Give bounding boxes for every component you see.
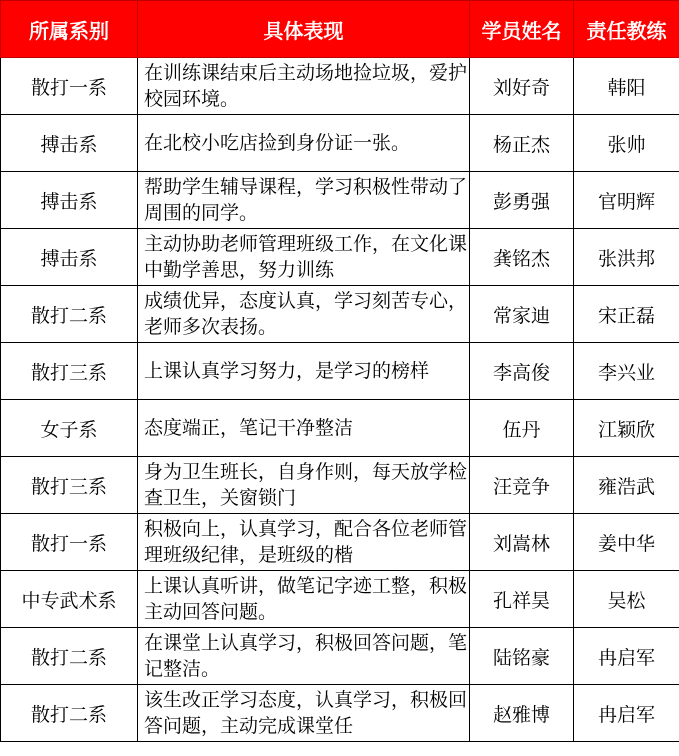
performance-text: 主动协助老师管理班级工作，在文化课中勤学善思，努力训练 xyxy=(144,233,468,281)
performance-text: 上课认真听讲，做笔记字迹工整，积极主动回答问题。 xyxy=(144,575,468,623)
coach-cell: 吴松 xyxy=(574,571,679,628)
student-cell: 陆铭豪 xyxy=(470,628,574,685)
student-cell: 龚铭杰 xyxy=(470,229,574,286)
coach-cell: 江颖欣 xyxy=(574,400,679,457)
performance-text: 身为卫生班长，自身作则，每天放学检查卫生，关窗锁门 xyxy=(144,461,468,509)
student-cell: 孔祥昊 xyxy=(470,571,574,628)
performance-cell xyxy=(138,685,470,742)
performance-cell xyxy=(138,400,470,457)
coach-cell: 雍浩武 xyxy=(574,457,679,514)
performance-cell xyxy=(138,286,470,343)
student-cell: 刘好奇 xyxy=(470,58,574,115)
student-cell: 常家迪 xyxy=(470,286,574,343)
table-row xyxy=(1,685,679,742)
department-cell: 散打二系 xyxy=(1,286,138,343)
header-row xyxy=(1,1,679,58)
coach-cell: 宋正磊 xyxy=(574,286,679,343)
table-row xyxy=(1,286,679,343)
department-cell: 女子系 xyxy=(1,400,138,457)
department-cell: 散打一系 xyxy=(1,58,138,115)
header-performance: 具体表现 xyxy=(138,1,470,58)
table-row xyxy=(1,571,679,628)
performance-cell xyxy=(138,628,470,685)
student-cell: 伍丹 xyxy=(470,400,574,457)
table-row xyxy=(1,115,679,172)
performance-text: 成绩优异，态度认真，学习刻苦专心，老师多次表扬。 xyxy=(144,290,468,338)
table-row xyxy=(1,628,679,685)
performance-cell xyxy=(138,115,470,172)
performance-cell xyxy=(138,229,470,286)
student-cell: 汪竞争 xyxy=(470,457,574,514)
table-row xyxy=(1,400,679,457)
header-department: 所属系别 xyxy=(1,1,138,58)
header-coach: 责任教练 xyxy=(574,1,679,58)
student-cell: 杨正杰 xyxy=(470,115,574,172)
performance-text: 在训练课结束后主动场地捡垃圾，爱护校园环境。 xyxy=(144,62,468,110)
performance-text: 在课堂上认真学习，积极回答问题，笔记整洁。 xyxy=(144,632,468,680)
coach-cell: 韩阳 xyxy=(574,58,679,115)
student-cell: 赵雅博 xyxy=(470,685,574,742)
student-cell: 李高俊 xyxy=(470,343,574,400)
performance-cell xyxy=(138,58,470,115)
department-cell: 搏击系 xyxy=(1,172,138,229)
table-row xyxy=(1,514,679,571)
coach-cell: 李兴业 xyxy=(574,343,679,400)
table-row xyxy=(1,229,679,286)
performance-text: 帮助学生辅导课程，学习积极性带动了周围的同学。 xyxy=(144,176,468,224)
header-student: 学员姓名 xyxy=(470,1,574,58)
performance-cell xyxy=(138,514,470,571)
coach-cell: 官明辉 xyxy=(574,172,679,229)
department-cell: 搏击系 xyxy=(1,115,138,172)
coach-cell: 冉启军 xyxy=(574,685,679,742)
performance-cell xyxy=(138,571,470,628)
coach-cell: 张洪邦 xyxy=(574,229,679,286)
performance-cell xyxy=(138,343,470,400)
student-cell: 彭勇强 xyxy=(470,172,574,229)
department-cell: 散打三系 xyxy=(1,343,138,400)
table-row xyxy=(1,457,679,514)
coach-cell: 姜中华 xyxy=(574,514,679,571)
department-cell: 中专武术系 xyxy=(1,571,138,628)
department-cell: 散打一系 xyxy=(1,514,138,571)
department-cell: 散打二系 xyxy=(1,628,138,685)
performance-text: 在北校小吃店捡到身份证一张。 xyxy=(144,132,411,154)
performance-text: 该生改正学习态度，认真学习，积极回答问题，主动完成课堂任 xyxy=(144,689,468,737)
performance-cell xyxy=(138,172,470,229)
student-cell: 刘嵩林 xyxy=(470,514,574,571)
performance-text: 上课认真学习努力，是学习的榜样 xyxy=(144,360,430,382)
department-cell: 搏击系 xyxy=(1,229,138,286)
performance-text: 态度端正，笔记干净整洁 xyxy=(144,417,354,439)
performance-text: 积极向上，认真学习，配合各位老师管理班级纪律，是班级的楷 xyxy=(144,518,468,566)
department-cell: 散打二系 xyxy=(1,685,138,742)
department-cell: 散打三系 xyxy=(1,457,138,514)
performance-cell xyxy=(138,457,470,514)
table-row xyxy=(1,172,679,229)
table-row xyxy=(1,58,679,115)
table-row xyxy=(1,343,679,400)
coach-cell: 冉启军 xyxy=(574,628,679,685)
coach-cell: 张帅 xyxy=(574,115,679,172)
